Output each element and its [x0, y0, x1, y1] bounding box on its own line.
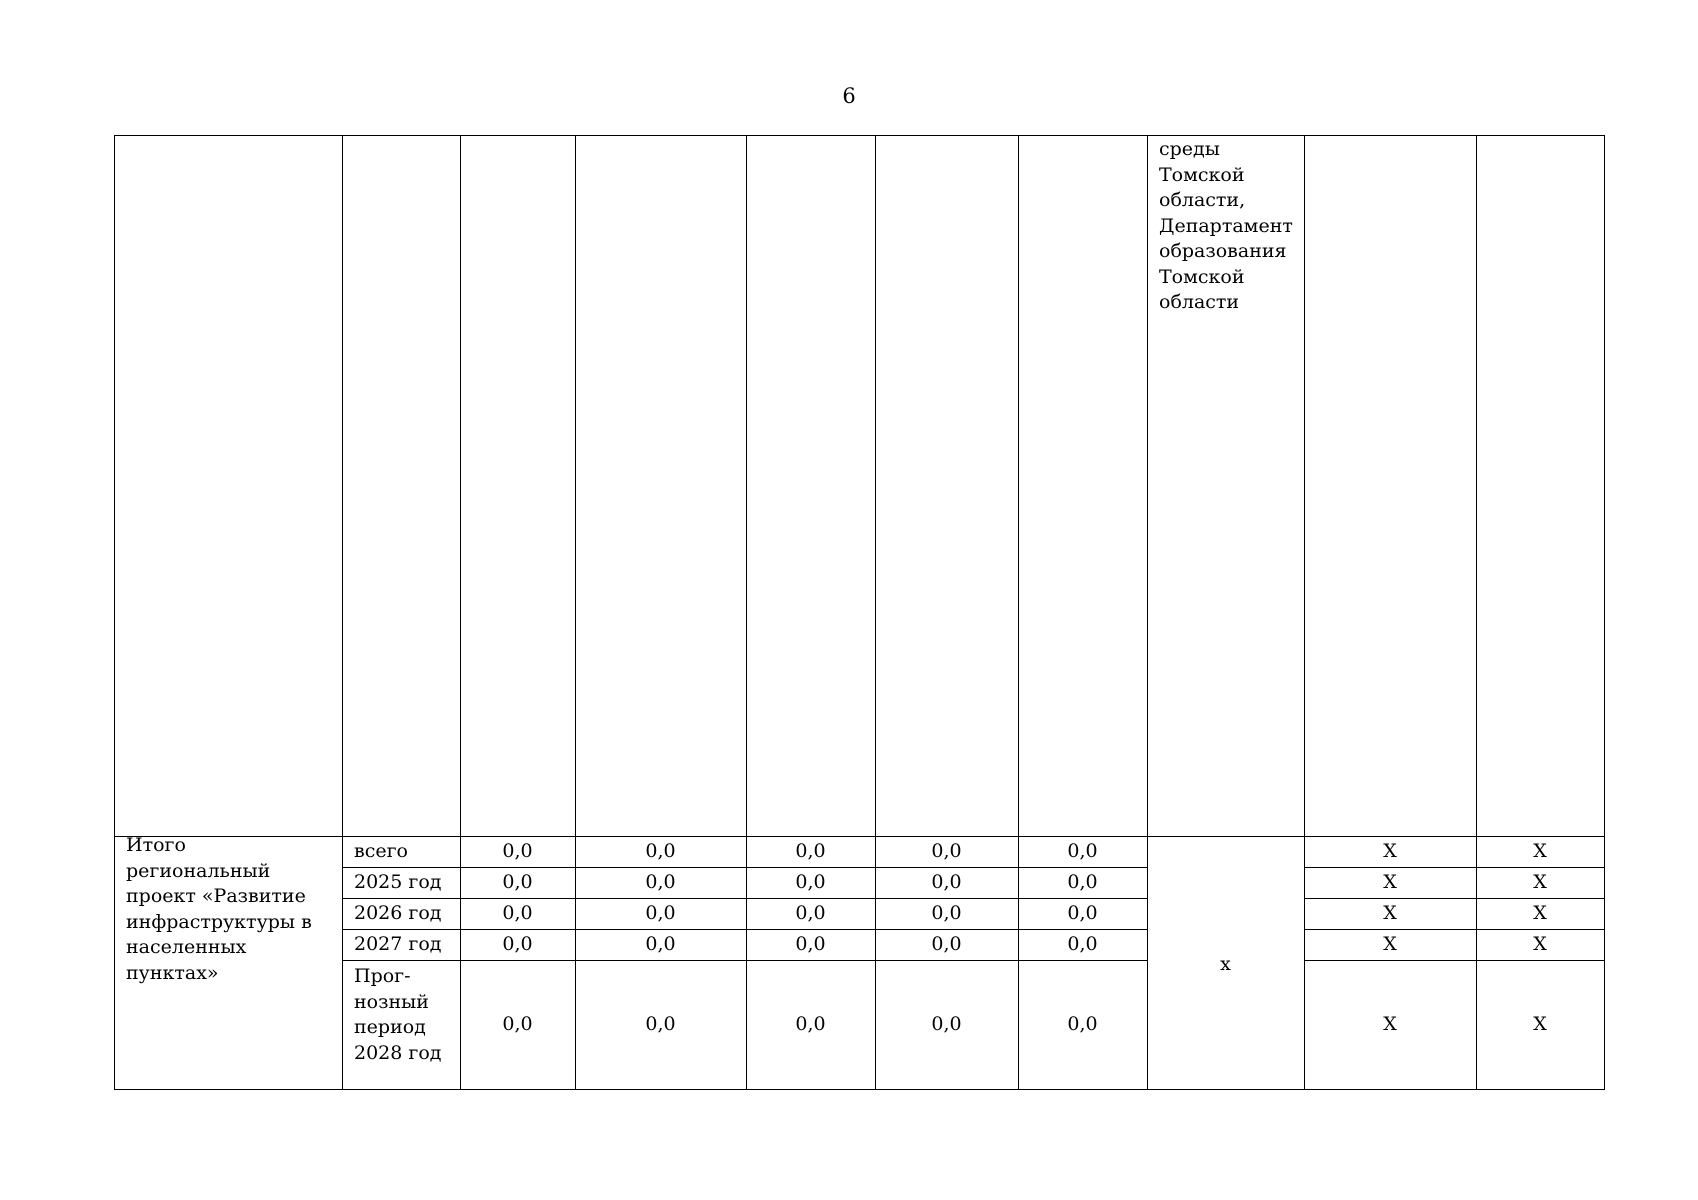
- table-border-bottom: [114, 1089, 1605, 1090]
- row-line-left-2: [342, 929, 1147, 930]
- executor-mark: х: [1220, 953, 1231, 975]
- value-cell: 0,0: [795, 840, 826, 862]
- value-cell: 0,0: [1067, 933, 1098, 955]
- table-border-top: [114, 135, 1605, 136]
- column-line-7: [1147, 135, 1148, 1090]
- value-cell: 0,0: [502, 933, 533, 955]
- column-line-1: [342, 135, 343, 1090]
- x-mark-col9: Х: [1383, 1013, 1397, 1035]
- row-line-right-1: [1304, 898, 1605, 899]
- row-line-left-1: [342, 898, 1147, 899]
- value-cell: 0,0: [1067, 840, 1098, 862]
- period-label: всего: [354, 840, 408, 862]
- value-cell: 0,0: [645, 902, 676, 924]
- value-cell: 0,0: [645, 840, 676, 862]
- value-cell: 0,0: [645, 871, 676, 893]
- x-mark-col9: Х: [1383, 840, 1397, 862]
- value-cell: 0,0: [502, 871, 533, 893]
- value-cell: 0,0: [1067, 902, 1098, 924]
- value-cell: 0,0: [645, 933, 676, 955]
- x-mark-col10: Х: [1533, 933, 1547, 955]
- value-cell: 0,0: [795, 1013, 826, 1035]
- value-cell: 0,0: [1067, 1013, 1098, 1035]
- value-cell: 0,0: [931, 902, 962, 924]
- x-mark-col9: Х: [1383, 933, 1397, 955]
- value-cell: 0,0: [502, 902, 533, 924]
- row-line-left-3: [342, 960, 1147, 961]
- section-divider-line: [114, 836, 1605, 837]
- column-line-0: [114, 135, 115, 1090]
- value-cell: 0,0: [502, 1013, 533, 1035]
- row-line-left-0: [342, 867, 1147, 868]
- row-line-right-0: [1304, 867, 1605, 868]
- value-cell: 0,0: [795, 933, 826, 955]
- value-cell: 0,0: [645, 1013, 676, 1035]
- x-mark-col10: Х: [1533, 902, 1547, 924]
- period-label: Прог- нозный период 2028 год: [354, 965, 442, 1064]
- value-cell: 0,0: [1067, 871, 1098, 893]
- value-cell: 0,0: [931, 1013, 962, 1035]
- period-label: 2026 год: [354, 902, 442, 924]
- value-cell: 0,0: [795, 902, 826, 924]
- period-label: 2025 год: [354, 871, 442, 893]
- x-mark-col9: Х: [1383, 871, 1397, 893]
- row-line-right-3: [1304, 960, 1605, 961]
- column-line-10: [1604, 135, 1605, 1090]
- value-cell: 0,0: [931, 840, 962, 862]
- x-mark-col10: Х: [1533, 840, 1547, 862]
- value-cell: 0,0: [502, 840, 533, 862]
- value-cell: 0,0: [931, 871, 962, 893]
- executor-continuation-cell: среды Томской области, Департамент образования Томской области: [1159, 138, 1293, 313]
- x-mark-col10: Х: [1533, 1013, 1547, 1035]
- page-number: 6: [842, 84, 856, 108]
- value-cell: 0,0: [795, 871, 826, 893]
- x-mark-col10: Х: [1533, 871, 1547, 893]
- row-line-right-2: [1304, 929, 1605, 930]
- total-row-label: Итого региональный проект «Развитие инфраструктуры в населенных пунктах»: [126, 834, 312, 984]
- period-label: 2027 год: [354, 933, 442, 955]
- value-cell: 0,0: [931, 933, 962, 955]
- x-mark-col9: Х: [1383, 902, 1397, 924]
